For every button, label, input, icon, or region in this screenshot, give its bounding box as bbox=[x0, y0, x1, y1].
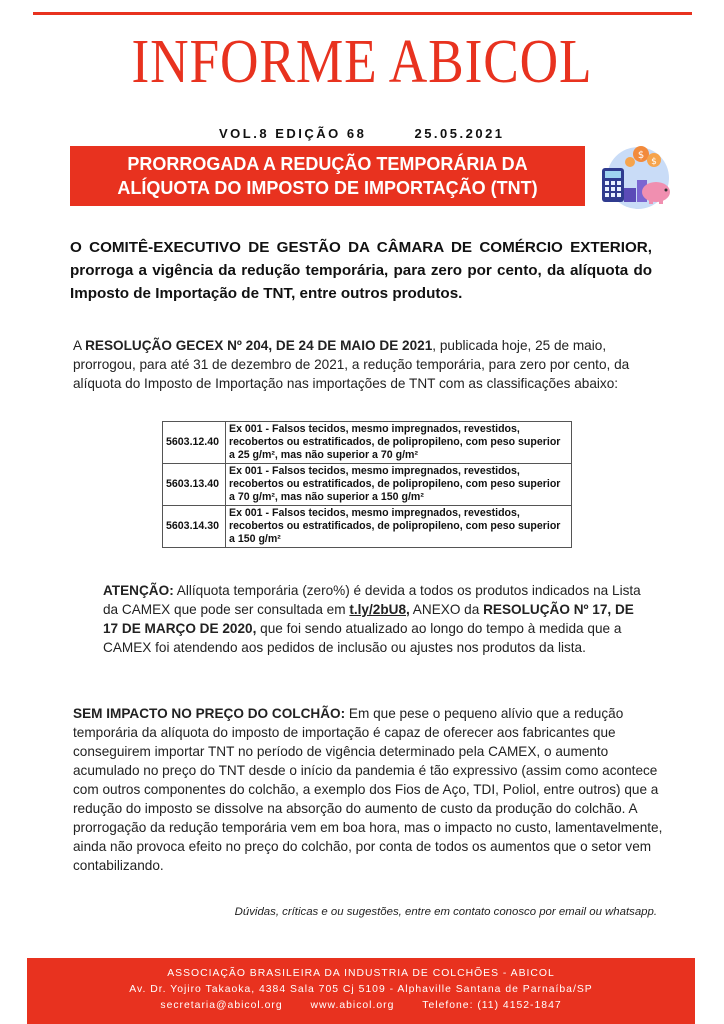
headline-line-2: ALÍQUOTA DO IMPOSTO DE IMPORTAÇÃO (TNT) bbox=[117, 178, 538, 198]
closing-note: Dúvidas, críticas e ou sugestões, entre em contato conosco por email ou whatsapp. bbox=[234, 906, 657, 918]
ncm-code: 5603.12.40 bbox=[163, 422, 226, 464]
resolution-paragraph bbox=[73, 336, 653, 393]
resolution-prefix: A bbox=[73, 338, 86, 353]
ncm-description: Ex 001 - Falsos tecidos, mesmo impregnados, revestidos, recobertos ou estratificados, de polipropileno, com peso superior a 25 g/m², mas não superior a 70 g/m² bbox=[226, 422, 572, 464]
attention-text-2: ANEXO da bbox=[409, 602, 484, 617]
footer-phone: Telefone: (11) 4152-1847 bbox=[422, 1000, 562, 1011]
footer bbox=[27, 958, 695, 1024]
attention-text-1: Allíquota temporária (zero%) é devida a todos os produtos indicados na Lista da CAMEX que pode ser consultada em bbox=[103, 583, 641, 617]
top-rule bbox=[33, 12, 692, 15]
edition-date: 25.05.2021 bbox=[414, 126, 505, 141]
attention-label: ATENÇÃO: bbox=[103, 583, 174, 598]
footer-contacts bbox=[27, 998, 695, 1014]
attention-text-3: que foi sendo atualizado ao longo do tempo à medida que a CAMEX foi atendendo aos pedidos de inclusão ou ajustes nos produtos da lista. bbox=[103, 621, 622, 655]
table-row bbox=[163, 422, 572, 464]
lead-paragraph: O COMITÊ-EXECUTIVO DE GESTÃO DA CÂMARA DE COMÉRCIO EXTERIOR, prorroga a vigência da redução temporária, para zero por cento, da alíquota do Imposto de Importação de TNT, entre outros produtos. bbox=[70, 239, 652, 302]
svg-text:$: $ bbox=[651, 157, 657, 167]
table-row bbox=[163, 506, 572, 548]
ncm-description: Ex 001 - Falsos tecidos, mesmo impregnados, revestidos, recobertos ou estratificados, de polipropileno, com peso superior a 70 g/m², mas não superior a 150 g/m² bbox=[226, 464, 572, 506]
attention-resolution: RESOLUÇÃO Nº 17, DE 17 DE MARÇO DE 2020, bbox=[103, 602, 634, 636]
headline-text bbox=[117, 152, 537, 200]
edition-line bbox=[219, 126, 505, 141]
table-row bbox=[163, 464, 572, 506]
footer-email[interactable]: secretaria@abicol.org bbox=[160, 1000, 283, 1011]
resolution-title: RESOLUÇÃO GECEX Nº 204, DE 24 DE MAIO DE 2021 bbox=[85, 338, 433, 353]
resolution-body: , publicada hoje, 25 de maio, prorrogou, para até 31 de dezembro de 2021, a redução temporária, para zero por cento, da alíquota do Imposto de Importação nas importações de TNT com as classificações abaixo: bbox=[73, 338, 630, 391]
attention-paragraph bbox=[103, 581, 643, 657]
ncm-table bbox=[162, 421, 572, 548]
svg-text:$: $ bbox=[637, 150, 645, 161]
camex-list-link[interactable]: t.ly/2bU8, bbox=[349, 602, 410, 617]
ncm-code: 5603.14.30 bbox=[163, 506, 226, 548]
headline-line-1: PRORROGADA A REDUÇÃO TEMPORÁRIA DA bbox=[127, 154, 528, 174]
no-impact-paragraph bbox=[73, 704, 663, 875]
volume-label: VOL.8 bbox=[219, 126, 270, 141]
no-impact-text: Em que pese o pequeno alívio que a redução temporária da alíquota do imposto de importação é capaz de oferecer aos fabricantes que conseguirem importar TNT no período de vigência determinado pela CAMEX, o aumento acumulado no preço do TNT desde o início da pandemia é tão expressivo (assim como acontece com outros componentes do colchão, a exemplo dos Fios de Aço, TDI, Poliol, entre outros) que a redução do imposto se dissolve na absorção do aumento de custo da produção do colchão. A prorrogação da redução temporária vem em boa hora, mas o impacto no custo, lamentavelmente, ainda não provoca efeito no preço do colchão, por conta de todos os aumentos que o setor vem contabilizando. bbox=[73, 706, 663, 873]
edition-label: EDIÇÃO 68 bbox=[275, 126, 367, 141]
masthead-title: INFORME ABICOL bbox=[131, 28, 593, 96]
ncm-description: Ex 001 - Falsos tecidos, mesmo impregnados, revestidos, recobertos ou estratificados, de polipropileno, com peso superior a 150 g/m² bbox=[226, 506, 572, 548]
footer-address: Av. Dr. Yojiro Takaoka, 4384 Sala 705 Cj 5109 - Alphaville Santana de Parnaíba/SP bbox=[129, 984, 593, 995]
no-impact-label: SEM IMPACTO NO PREÇO DO COLCHÃO: bbox=[73, 706, 346, 721]
ncm-code: 5603.13.40 bbox=[163, 464, 226, 506]
footer-website[interactable]: www.abicol.org bbox=[310, 1000, 395, 1011]
finance-icon bbox=[594, 140, 676, 210]
headline-banner bbox=[70, 146, 585, 206]
footer-org: ASSOCIAÇÃO BRASILEIRA DA INDUSTRIA DE COLCHÕES - ABICOL bbox=[167, 968, 555, 979]
